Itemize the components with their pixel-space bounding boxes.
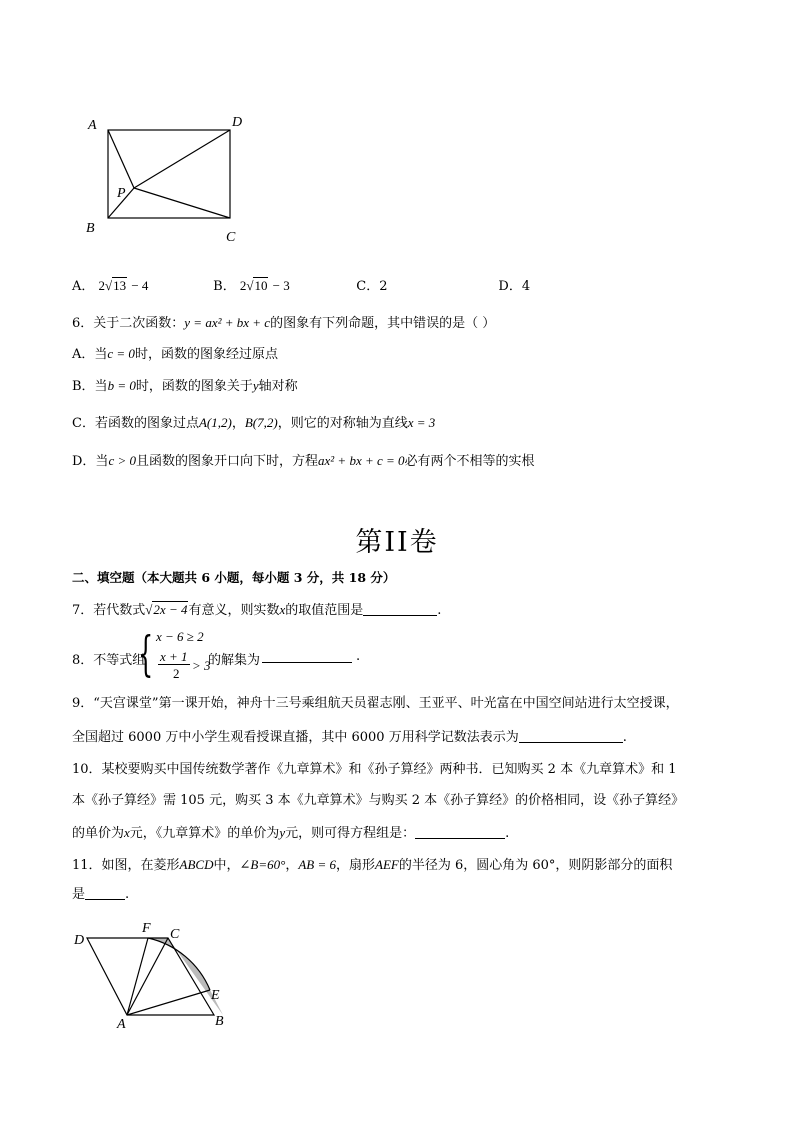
q7-answer-blank[interactable] [363,603,437,616]
segment-pc [134,188,230,218]
q9-line1: 9．“天宫课堂”第一课开始，神舟十三号乘组航天员翟志刚、王亚平、叶光富在中国空间站进行太空授课， [72,696,679,711]
q10-line3: 的单价为x元，《九章算术》的单价为y元，则可得方程组是： . [72,825,510,841]
q6-option-a[interactable]: A．当c = 0时，函数的图象经过原点 [72,346,278,362]
q11-answer-blank[interactable] [85,887,125,900]
q9-line2: 全国超过 6000 万中小学生观看授课直播，其中 6000 万用科学记数法表示为 . [72,730,627,745]
radius-af [127,938,148,1015]
label-e: E [211,988,220,1003]
q8: 8．不等式组 { x − 6 ≥ 2 x + 1 2 > 3 的解集为 . [72,626,361,682]
rectangle-abcd [108,130,230,218]
q5-option-a[interactable]: A． 2√13 − 4 [72,278,149,294]
rhombus-abcd [87,938,214,1015]
section-title: 第II卷 [355,527,439,558]
q10-answer-blank[interactable] [415,826,505,839]
q5-option-b[interactable]: B． 2√10 − 3 [213,278,290,294]
q5-options [72,277,530,296]
segment-pd [134,130,230,188]
rectangle-figure [80,112,250,247]
q5-option-c[interactable]: C．2 [356,279,388,294]
label-c: C [170,927,180,942]
segment-ap [108,130,134,188]
shaded-region [148,938,223,1015]
label-c: C [226,230,236,245]
diagonal-ac [127,938,168,1015]
label-p: P [117,186,126,201]
section2-header: 二、填空题（本大题共 6 小题，每小题 3 分，共 18 分） [72,570,396,585]
q5-option-d[interactable]: D．4 [498,279,531,294]
q6-option-c[interactable]: C．若函数的图象过点A(1,2)，B(7,2)，则它的对称轴为直线x = 3 [72,415,436,431]
label-a: A [117,1017,126,1032]
label-b: B [215,1014,224,1029]
q6-option-b[interactable]: B．当b = 0时，函数的图象关于y轴对称 [72,378,298,394]
q6-option-d[interactable]: D．当c > 0且函数的图象开口向下时，方程ax² + bx + c = 0必有两个不相等的实根 [72,453,535,469]
q10-line1: 10．某校要购买中国传统数学著作《九章算术》和《孙子算经》两种书．已知购买 2 本《九章算术》和 1 [72,762,677,777]
q10-line2: 本《孙子算经》需 105 元，购买 3 本《九章算术》与购买 2 本《孙子算经》的价格相同，设《孙子算经》 [72,793,685,808]
radius-ae [127,990,210,1015]
q6-stem: 6．关于二次函数：y = ax² + bx + c的图象有下列命题，其中错误的是（ ） [72,315,496,331]
q7: 7．若代数式√2x − 4有意义，则实数x的取值范围是 . [72,602,442,618]
label-f: F [142,921,151,936]
label-b: B [86,221,95,236]
q9-answer-blank[interactable] [519,730,623,743]
label-d: D [74,933,85,948]
label-d: D [232,115,243,130]
label-a: A [88,118,97,133]
q11-line1: 11．如图，在菱形ABCD中，∠B=60°，AB = 6，扇形AEF的半径为 6，圆心角为 60°，则阴影部分的面积 [72,857,673,873]
q8-answer-blank[interactable] [262,650,352,663]
rhombus-figure [64,916,244,1036]
q11-line2: 是 . [72,887,130,902]
